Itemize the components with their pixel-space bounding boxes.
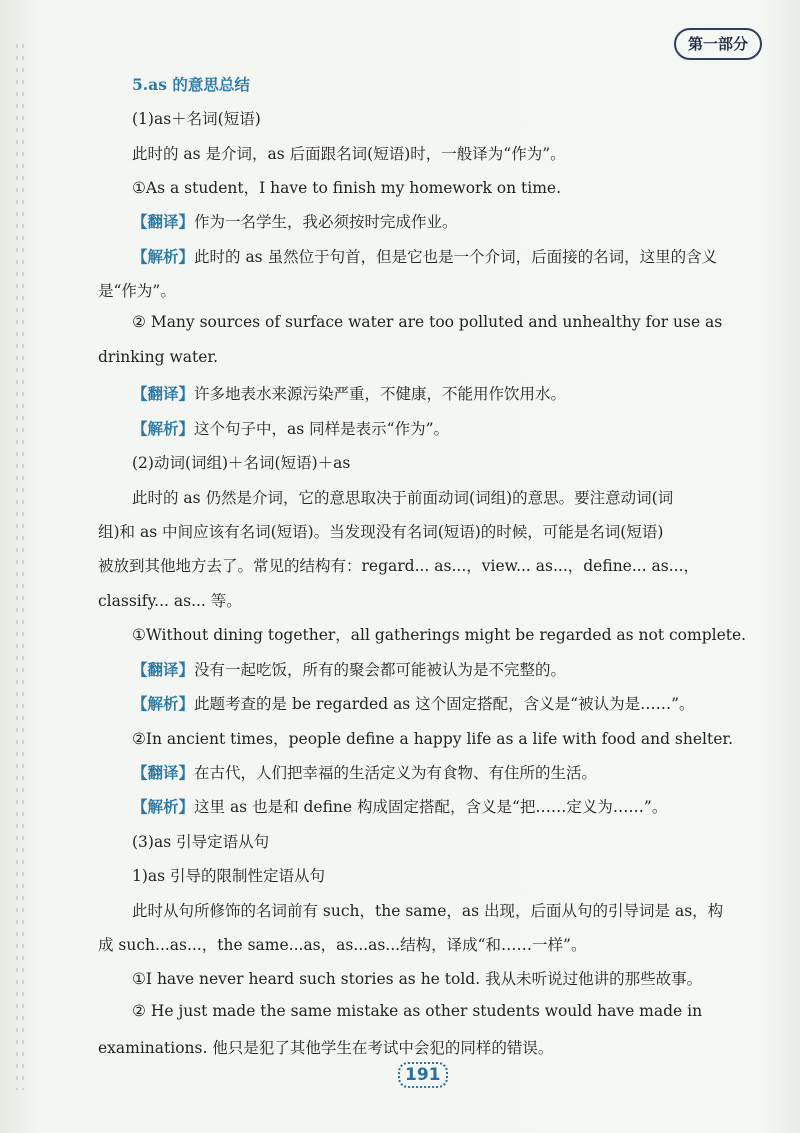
paragraph-line: 被放到其他地方去了。常见的结构有：regard... as...，view... as...，define... as...，	[98, 557, 700, 575]
translation-text: 在古代，人们把幸福的生活定义为有食物、有住所的生活。	[194, 764, 598, 782]
subheading-3: (3)as 引导定语从句	[132, 833, 270, 851]
example-continuation: drinking water.	[98, 348, 218, 366]
translation-line	[132, 658, 566, 680]
translation-text: 许多地表水来源污染严重，不健康，不能用作饮用水。	[194, 385, 567, 403]
analysis-text: 这个句子中，as 同样是表示“作为”。	[194, 420, 449, 438]
translation-line	[132, 761, 597, 783]
translation-text: 没有一起吃饭，所有的聚会都可能被认为是不完整的。	[194, 661, 567, 679]
analysis-text: 这里 as 也是和 define 构成固定搭配，含义是“把……定义为……”。	[194, 798, 668, 816]
heading-as-summary: 5.as 的意思总结	[132, 75, 250, 94]
translation-tag: 【翻译】	[132, 763, 195, 782]
translation-line	[132, 382, 566, 404]
translation-tag: 【翻译】	[132, 660, 195, 679]
analysis-line	[132, 795, 667, 817]
example-sentence: ①As a student，I have to finish my homework on time.	[132, 179, 561, 197]
binding-edge	[14, 40, 24, 1090]
example-continuation: examinations. 他只是犯了其他学生在考试中会犯的同样的错误。	[98, 1039, 554, 1057]
subheading-3-1: 1)as 引导的限制性定语从句	[132, 867, 326, 885]
example-sentence: ② He just made the same mistake as other students would have made in	[132, 1002, 703, 1020]
page-number: 191	[398, 1062, 448, 1088]
translation-line	[132, 210, 458, 232]
analysis-tag: 【解析】	[132, 694, 195, 713]
analysis-continuation: 是“作为”。	[98, 282, 176, 300]
paragraph-line: 成 such...as...，the same...as，as...as...结构，译成“和……一样”。	[98, 936, 587, 954]
analysis-line	[132, 692, 695, 714]
analysis-tag: 【解析】	[132, 797, 195, 816]
subheading-1: (1)as＋名词(短语)	[132, 110, 261, 128]
paragraph-line: 此时的 as 仍然是介词，它的意思取决于前面动词(词组)的意思。要注意动词(词	[132, 489, 674, 507]
translation-tag: 【翻译】	[132, 384, 195, 403]
translation-text: 作为一名学生，我必须按时完成作业。	[194, 213, 458, 231]
paragraph-line: 组)和 as 中间应该有名词(短语)。当发现没有名词(短语)的时候，可能是名词(短语)	[98, 523, 664, 541]
paragraph-line: 此时从句所修饰的名词前有 such，the same，as 出现，后面从句的引导词是 as，构	[132, 902, 724, 920]
example-sentence: ② Many sources of surface water are too polluted and unhealthy for use as	[132, 313, 723, 331]
analysis-tag: 【解析】	[132, 419, 195, 438]
analysis-text: 此时的 as 虽然位于句首，但是它也是一个介词，后面接的名词，这里的含义	[194, 248, 718, 266]
analysis-line	[132, 245, 717, 267]
example-sentence: ②In ancient times，people define a happy life as a life with food and shelter.	[132, 730, 734, 748]
translation-tag: 【翻译】	[132, 212, 195, 231]
example-sentence: ①I have never heard such stories as he told. 我从未听说过他讲的那些故事。	[132, 970, 703, 988]
section-label-badge: 第一部分	[674, 28, 762, 60]
paragraph-line: classify... as... 等。	[98, 592, 242, 610]
paragraph-line: 此时的 as 是介词，as 后面跟名词(短语)时，一般译为“作为”。	[132, 145, 566, 163]
analysis-tag: 【解析】	[132, 247, 195, 266]
subheading-2: (2)动词(词组)＋名词(短语)＋as	[132, 454, 351, 472]
example-sentence: ①Without dining together，all gatherings might be regarded as not complete.	[132, 626, 747, 644]
analysis-text: 此题考查的是 be regarded as 这个固定搭配，含义是“被认为是……”。	[194, 695, 695, 713]
analysis-line	[132, 417, 449, 439]
